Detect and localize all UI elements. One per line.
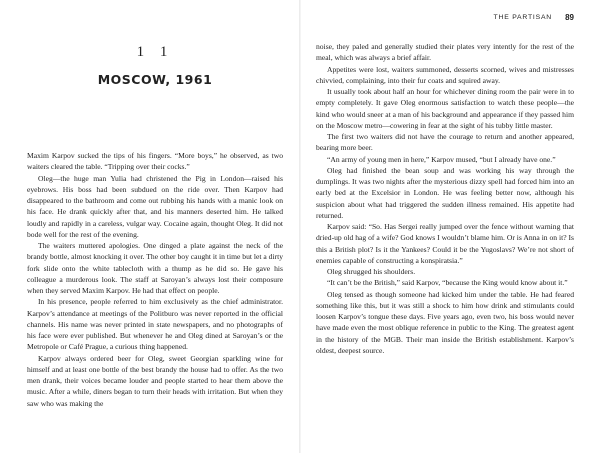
paragraph: Oleg tensed as though someone had kicked him under the table. He had feared something like this, but it was still a shock to him how drink and stimulants could loosen Karpov’s tongue these days. Five years ago, even two, his boss would never have made even the most oblique reference in public to the King. The greatest agent in the history of the MGB. Their man inside the British establishment. Karpov’s oldest, deepest source. <box>316 289 574 355</box>
paragraph: Karpov said: “So. Has Sergei really jumped over the fence without warning that dried-up old hag of a wife? God knows I wouldn’t blame him. Or is Anna in on it? Is this a British plot? Is it the Yankees? Could it be the Yugoslavs? We’re not short of enemies capable of constructing a konspiratsia.” <box>316 222 574 265</box>
paragraph: “It can’t be the British,” said Karpov, “because the King would know about it.” <box>327 278 568 288</box>
paragraph: “An army of young men in here,” Karpov mused, “but I already have one.” <box>327 154 556 164</box>
paragraph: It usually took about half an hour for whichever dining room the pair were in to empty completely. It gave Oleg enormous satisfaction to watch these people—the kind who would sneer at a man of his background and appearance if they passed him on the Moscow metro—cowering in fear at the sight of his tubby little master. <box>316 87 574 130</box>
page-number: 89 <box>565 13 574 22</box>
paragraph: noise, they paled and generally studied their plates very intently for the rest of the meal, which was always a brief affair. <box>316 42 574 63</box>
paragraph: Oleg shrugged his shoulders. <box>327 267 416 276</box>
paragraph: Oleg—the huge man Yulia had christened the Pig in London—raised his eyebrows. His boss had been subdued on the ride over. Then Karpov had disappeared to the bathroom and come out rubbing his hands with a manic look on his face. He drank quickly after that, and his manners deserted him. He talked loudly and rapidly in a careless, vulgar way. Cocaine again, thought Oleg. It did not bode well for the rest of the evening. <box>27 173 283 239</box>
chapter-title: MOSCOW, 1961 <box>97 72 213 87</box>
right-page-body <box>316 41 574 356</box>
left-page <box>27 0 283 453</box>
paragraph: The waiters muttered apologies. One dinged a plate against the neck of the brandy bottle, almost knocking it over. The other boy caught it in time but let a dirty fork slide onto the white tablecloth with a thump as he did so. He gave his colleague a murderous look. The staff at Saroyan’s always lost their composure when they served Maxim Karpov. He had that effect on people. <box>27 241 283 295</box>
paragraph: The first two waiters did not have the courage to return and another appeared, bearing more beer. <box>316 132 574 153</box>
paragraph: Karpov always ordered beer for Oleg, sweet Georgian sparkling wine for himself and at least one bottle of the best brandy the house had to offer. As the two men drank, their voices became louder and people started to hear them above the music. After a while, diners began to turn their heads with irritation. But when they saw who was making the <box>27 353 283 408</box>
running-head: THE PARTISAN <box>493 14 552 21</box>
paragraph: Appetites were lost, waiters summoned, desserts scorned, wives and mistresses chivvied, complaining, into their fur coats and squired away. <box>316 64 574 85</box>
left-page-body <box>27 150 283 409</box>
paragraph: Oleg had finished the bean soup and was working his way through the dumplings. It was two nights after the mysterious dizzy spell had forced him into an early bed at the Excelsior in London. He was feeling better now, although his suspicion about what had triggered the sudden illness remained. His appetite had returned. <box>316 165 574 220</box>
paragraph: In his presence, people referred to him exclusively as the chief administrator. Karpov’s attendance at meetings of the Politburo was never reported in the official channels. His name was never printed in state newspapers, and no photographs of his face were ever published. But whenever he and Oleg dined at Saroyan’s or the Metropole or Café Prague, a curious thing happened. <box>27 297 283 352</box>
chapter-number: 1 1 <box>136 44 174 60</box>
page-gutter <box>299 0 301 453</box>
right-page <box>316 0 574 453</box>
page-header <box>316 0 574 30</box>
paragraph: Maxim Karpov sucked the tips of his fingers. “More boys,” he observed, as two waiters cleared the table. “Tripping over their cocks.” <box>27 151 283 172</box>
